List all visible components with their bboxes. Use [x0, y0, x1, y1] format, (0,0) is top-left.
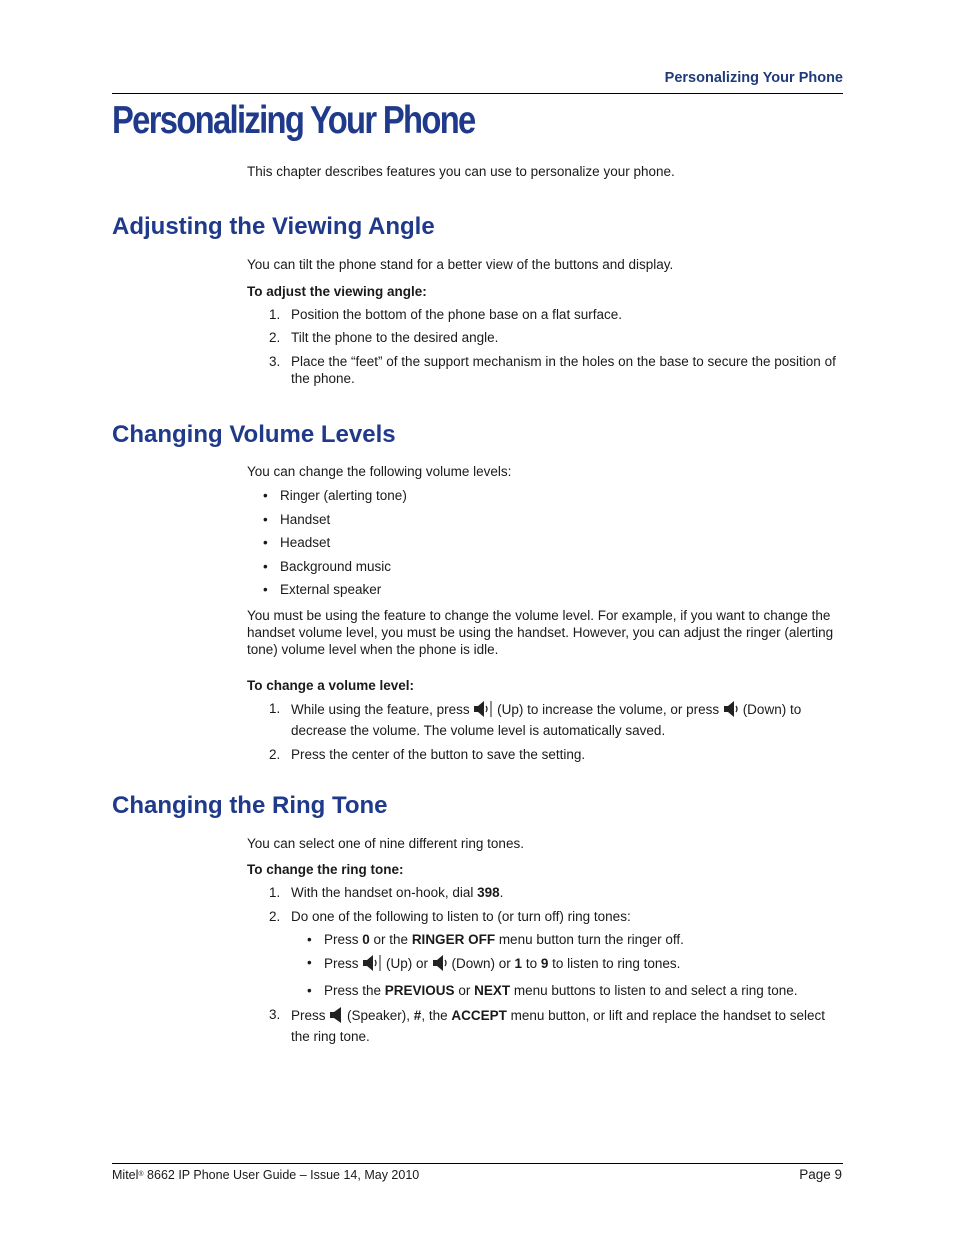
section-heading-viewing-angle: Adjusting the Viewing Angle: [112, 213, 435, 240]
ring-tone-step-2: 2. Do one of the following to listen to (or turn off) ring tones: • Press 0 or the RINGER OFF menu button turn the ringer off. • Press (Up) or (Down) or 1 to 9 to listen to ring tones. • Press the PREVIOUS or NEXT menu buttons to listen to and select a ring tone.: [247, 908, 843, 999]
ring-tone-procedure-label: To change the ring tone:: [247, 862, 404, 877]
volume-intro: You can change the following volume levels:: [247, 464, 512, 479]
list-item: • Press (Up) or (Down) or 1 to 9 to listen to ring tones.: [291, 954, 843, 976]
speaker-volume-up-icon: [362, 954, 382, 976]
list-item: • Press the PREVIOUS or NEXT menu buttons to listen to and select a ring tone.: [307, 983, 798, 998]
volume-step-2: 2. Press the center of the button to save the setting.: [269, 747, 586, 762]
header-rule: [112, 93, 843, 94]
running-header: Personalizing Your Phone: [664, 70, 843, 86]
volume-steps: [247, 700, 843, 763]
list-item: • Headset: [263, 535, 331, 550]
viewing-angle-step-3: [247, 353, 843, 387]
volume-paragraph: You must be using the feature to change the volume level. For example, if you want to change the handset volume level, you must be using the handset. However, you can adjust the ringer (alerting tone) volume level when the phone is idle.: [247, 608, 834, 657]
step-number: 2.: [269, 330, 281, 345]
section-heading-volume: Changing Volume Levels: [112, 421, 396, 448]
list-item: • Press 0 or the RINGER OFF menu button turn the ringer off.: [307, 932, 684, 947]
speaker-volume-up-icon: [473, 700, 493, 722]
step-number: 1.: [269, 885, 281, 900]
step-number: 2.: [269, 747, 281, 762]
step-number: 3.: [269, 354, 281, 369]
step-number: 1.: [269, 701, 281, 716]
speaker-volume-down-icon: [723, 700, 739, 722]
step-text: Place the “feet” of the support mechanism in the holes on the base to secure the position of the phone.: [291, 354, 836, 386]
page-number: Page 9: [799, 1167, 842, 1182]
viewing-angle-step-1: [247, 306, 843, 323]
ring-tone-steps: [247, 884, 843, 1045]
list-item: • External speaker: [263, 582, 382, 597]
volume-procedure-label: To change a volume level:: [247, 678, 415, 693]
list-item: • Handset: [263, 511, 331, 527]
list-item: • Ringer (alerting tone): [263, 488, 407, 503]
volume-levels-list: [247, 487, 843, 598]
viewing-angle-step-2: [247, 329, 843, 346]
speaker-volume-down-icon: [432, 954, 448, 976]
step-number: 2.: [269, 909, 281, 924]
viewing-angle-procedure-label: To adjust the viewing angle:: [247, 284, 427, 299]
volume-step-1: 1. While using the feature, press (Up) to increase the volume, or press (Down) to decrease the volume. The volume level is automatically saved.: [269, 701, 802, 738]
ring-tone-options: [291, 931, 843, 999]
step-text: Position the bottom of the phone base on a flat surface.: [291, 307, 622, 322]
viewing-angle-intro: You can tilt the phone stand for a better view of the buttons and display.: [247, 257, 674, 272]
chapter-intro: This chapter describes features you can use to personalize your phone.: [247, 164, 675, 179]
speaker-icon: [329, 1006, 343, 1028]
section-heading-ring-tone: Changing the Ring Tone: [112, 792, 388, 819]
chapter-title: Personalizing Your Phone: [112, 99, 475, 142]
list-item: • Background music: [263, 558, 392, 574]
ring-tone-step-3: 3. Press (Speaker), #, the ACCEPT menu button, or lift and replace the handset to select the ring tone.: [269, 1007, 826, 1044]
step-text: Tilt the phone to the desired angle.: [291, 330, 499, 345]
ring-tone-intro: You can select one of nine different ring tones.: [247, 836, 524, 851]
step-number: 3.: [269, 1007, 281, 1022]
footer-document-title: Mitel® 8662 IP Phone User Guide – Issue 14, May 2010: [112, 1168, 420, 1182]
footer-rule: [112, 1163, 843, 1164]
step-number: 1.: [269, 307, 281, 322]
ring-tone-step-1: 1. With the handset on-hook, dial 398.: [269, 885, 504, 900]
viewing-angle-steps: [247, 306, 843, 387]
